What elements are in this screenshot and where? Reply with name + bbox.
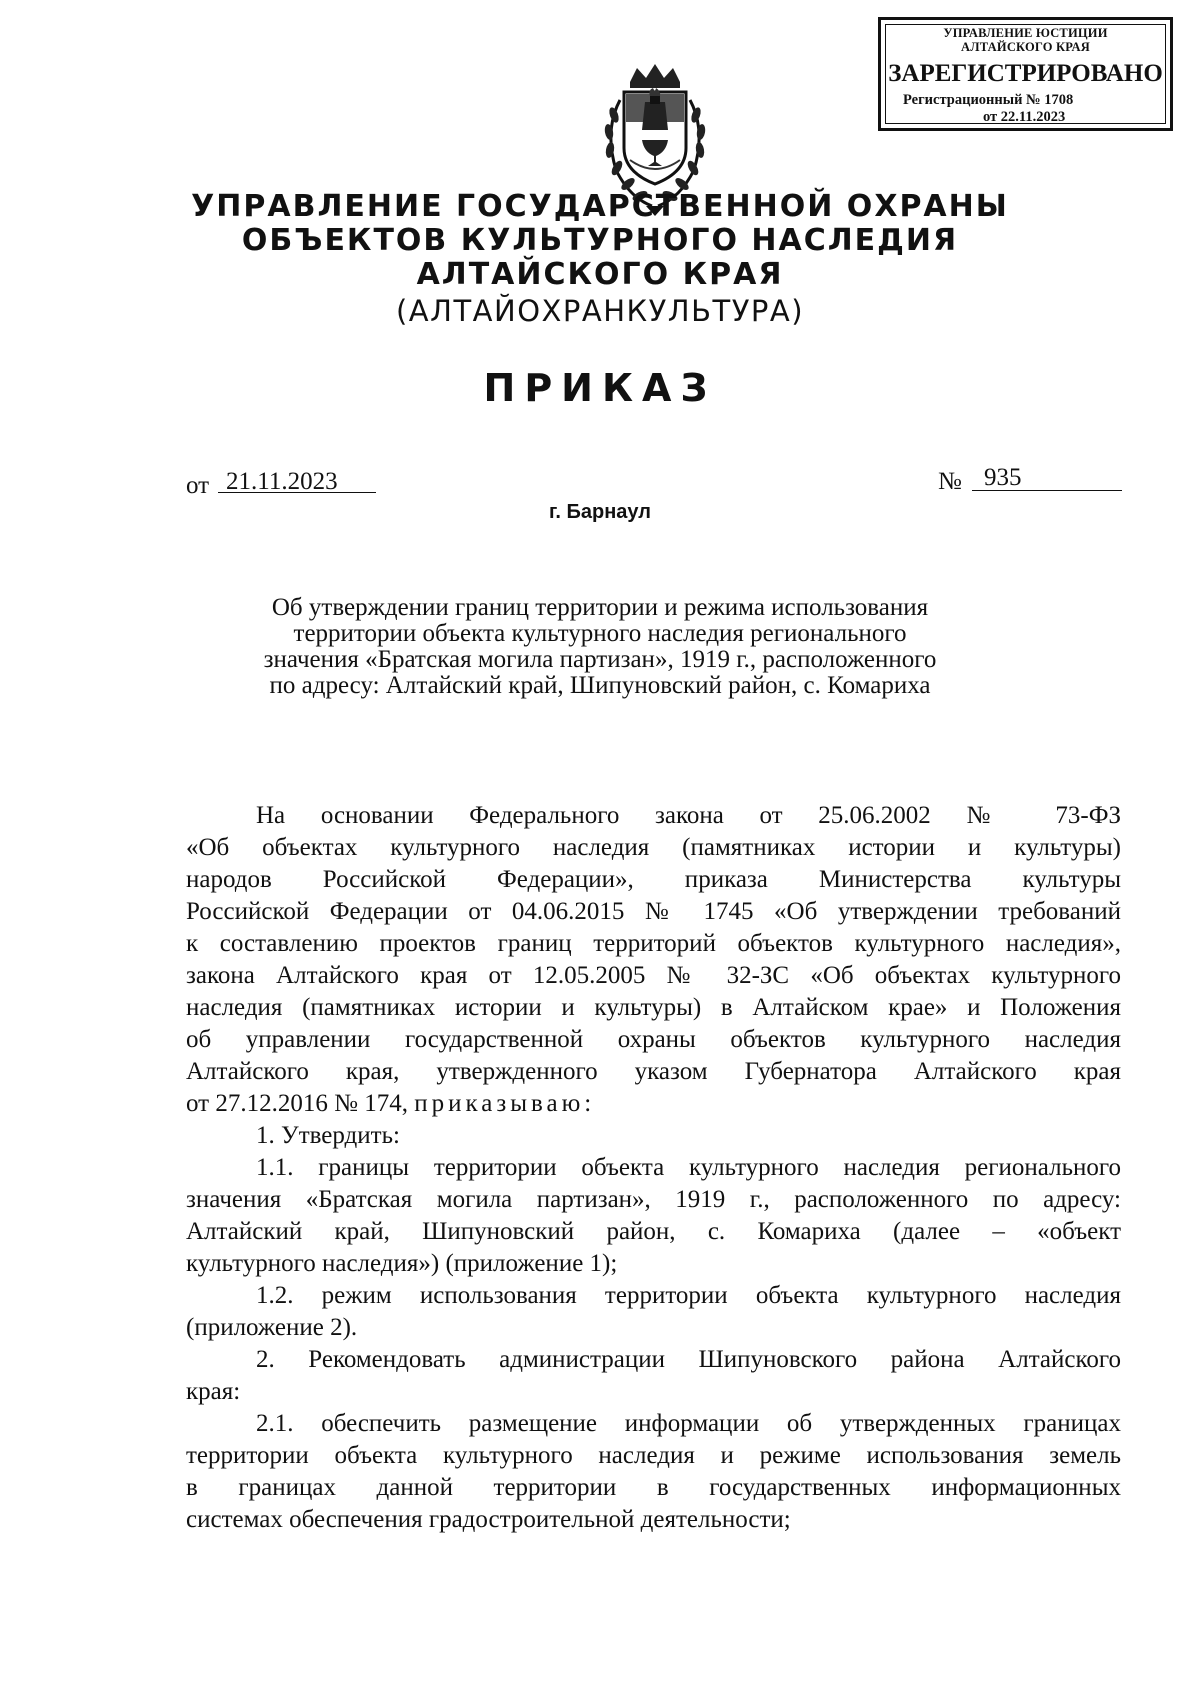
body-line xyxy=(186,1088,595,1120)
item-2-1-line: в границах данной территории в государственных информационных xyxy=(186,1474,1121,1501)
body-line: На основании Федерального закона от 25.06.2002 № 73-ФЗ xyxy=(256,802,1121,829)
body-line-text: от 27.12.2016 № 174, xyxy=(186,1090,408,1117)
item-1-1-line: 1.1. границы территории объекта культурного наследия регионального xyxy=(256,1154,1121,1181)
item-1-2-line: (приложение 2). xyxy=(186,1314,358,1341)
body-line: наследия (памятниках истории и культуры) в Алтайском крае» и Положения xyxy=(186,994,1121,1021)
body-line: «Об объектах культурного наследия (памятниках истории и культуры) xyxy=(186,834,1121,861)
body-line: народов Российской Федерации», приказа Министерства культуры xyxy=(186,866,1121,893)
item-2-line: края: xyxy=(186,1378,241,1405)
date-prefix: от xyxy=(186,472,210,499)
body-line: об управлении государственной охраны объектов культурного наследия xyxy=(186,1026,1121,1053)
item-1-2-line: 1.2. режим использования территории объекта культурного наследия xyxy=(256,1282,1121,1309)
item-2-1-line: территории объекта культурного наследия и режиме использования земель xyxy=(186,1442,1121,1469)
order-title-line1: Об утверждении границ территории и режима использования xyxy=(271,594,929,621)
item-2-line: 2. Рекомендовать администрации Шипуновского района Алтайского xyxy=(256,1346,1121,1373)
order-date: 21.11.2023 xyxy=(226,468,338,495)
item-1: 1. Утвердить: xyxy=(256,1122,400,1149)
agency-name-line3: АЛТАЙСКОГО КРАЯ xyxy=(416,257,784,292)
body-line: Алтайского края, утвержденного указом Губернатора Алтайского края xyxy=(186,1058,1121,1085)
document-type-title: ПРИКАЗ xyxy=(483,366,717,410)
order-title-line2: территории объекта культурного наследия регионального xyxy=(293,620,907,647)
body-line: закона Алтайского края от 12.05.2005 № 32-ЗС «Об объектах культурного xyxy=(186,962,1121,989)
stamp-authority-line2: АЛТАЙСКОГО КРАЯ xyxy=(961,40,1090,54)
number-prefix: № xyxy=(938,468,962,495)
agency-short-name: (АЛТАЙОХРАНКУЛЬТУРА) xyxy=(395,294,805,328)
stamp-authority-line1: УПРАВЛЕНИЕ ЮСТИЦИИ xyxy=(943,26,1108,40)
order-title-line4: по адресу: Алтайский край, Шипуновский район, с. Комариха xyxy=(269,672,931,699)
stamp-status: ЗАРЕГИСТРИРОВАНО xyxy=(888,60,1163,87)
body-line: Российской Федерации от 04.06.2015 № 1745 «Об утверждении требований xyxy=(186,898,1121,925)
city: г. Барнаул xyxy=(549,501,651,523)
agency-name-line1: УПРАВЛЕНИЕ ГОСУДАРСТВЕННОЙ ОХРАНЫ xyxy=(191,189,1009,224)
item-1-1-line: Алтайский край, Шипуновский район, с. Комариха (далее – «объект xyxy=(186,1218,1121,1245)
item-2-1-line: 2.1. обеспечить размещение информации об утвержденных границах xyxy=(256,1410,1121,1437)
item-1-1-line: значения «Братская могила партизан», 1919 г., расположенного по адресу: xyxy=(186,1186,1121,1213)
agency-name-line2: ОБЪЕКТОВ КУЛЬТУРНОГО НАСЛЕДИЯ xyxy=(241,223,959,258)
order-body xyxy=(186,0,1121,1697)
stamp-reg-date: от 22.11.2023 xyxy=(983,109,1066,125)
stamp-reg-number: Регистрационный № 1708 xyxy=(903,92,1074,108)
order-number: 935 xyxy=(984,464,1022,491)
body-line: к составлению проектов границ территорий объектов культурного наследия», xyxy=(186,930,1121,957)
item-1-1-line: культурного наследия») (приложение 1); xyxy=(186,1250,618,1277)
order-title-line3: значения «Братская могила партизан», 1919 г., расположенного xyxy=(263,646,937,673)
order-word: приказываю: xyxy=(414,1090,596,1117)
item-2-1-line: системах обеспечения градостроительной деятельности; xyxy=(186,1506,791,1533)
